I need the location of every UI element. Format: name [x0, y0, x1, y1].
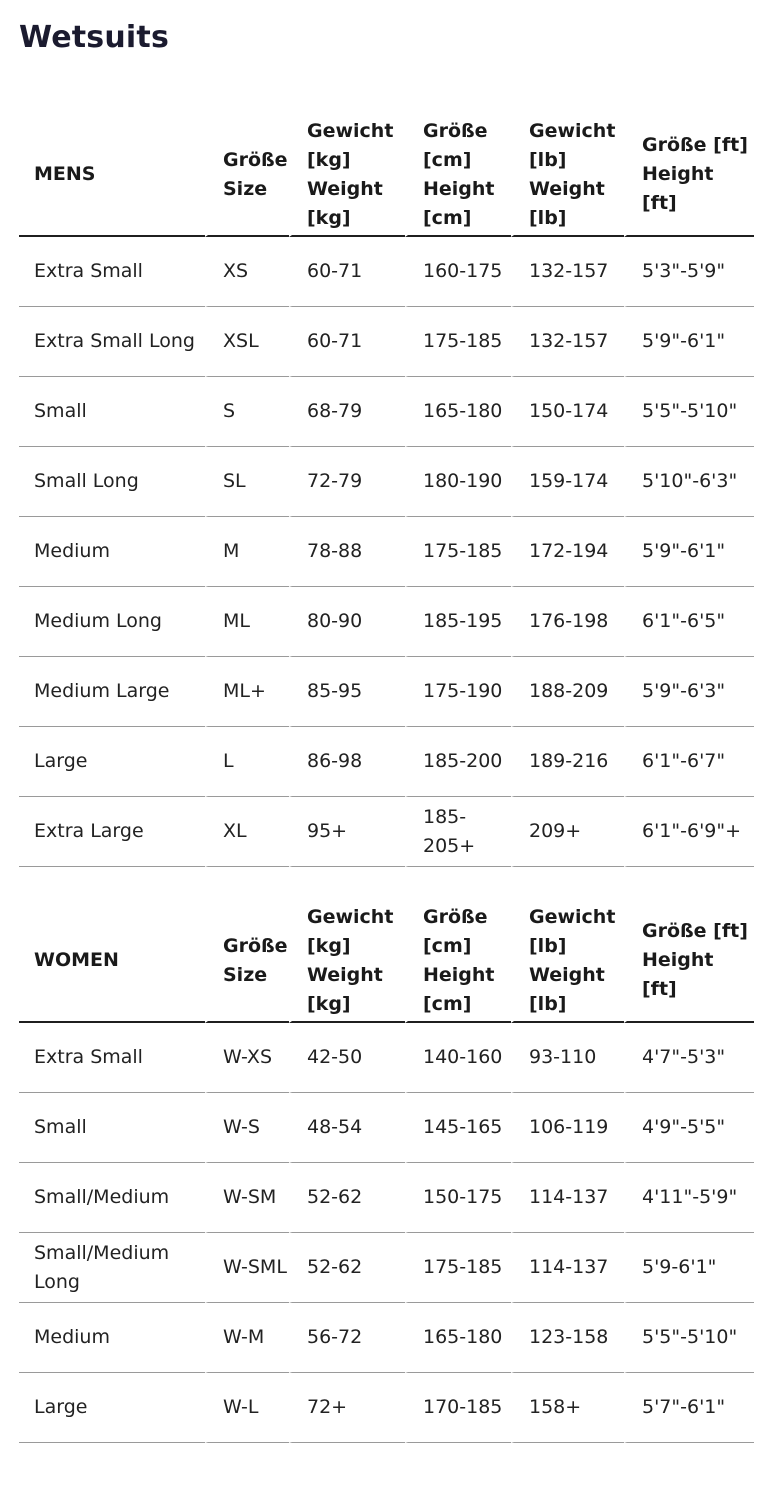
size-code-cell: W-SM [205, 1163, 289, 1233]
table-row [19, 797, 754, 867]
height-ft-cell: 5'9"-6'3" [624, 657, 754, 727]
size-code-cell: XL [205, 797, 289, 867]
size-code-header: Größe Size [205, 900, 289, 1023]
height-ft-cell: 4'9"-5'5" [624, 1093, 754, 1163]
table-row [19, 1233, 754, 1303]
height-cm-cell: 185-200 [405, 727, 511, 797]
height-cm-cell: 165-180 [405, 1303, 511, 1373]
height-cm-cell: 140-160 [405, 1023, 511, 1093]
weight-lb-header: Gewicht [lb] Weight [lb] [511, 114, 624, 237]
height-ft-cell: 5'10"-6'3" [624, 447, 754, 517]
weight-kg-cell: 48-54 [289, 1093, 405, 1163]
table-row [19, 727, 754, 797]
height-ft-cell: 6'1"-6'9"+ [624, 797, 754, 867]
weight-lb-cell: 176-198 [511, 587, 624, 657]
size-name-cell: Medium [19, 1303, 205, 1373]
table-row [19, 1303, 754, 1373]
weight-kg-header: Gewicht [kg] Weight [kg] [289, 900, 405, 1023]
height-ft-cell: 6'1"-6'7" [624, 727, 754, 797]
weight-kg-cell: 85-95 [289, 657, 405, 727]
size-code-cell: L [205, 727, 289, 797]
size-name-cell: Extra Small [19, 1023, 205, 1093]
table-row [19, 1023, 754, 1093]
weight-lb-cell: 93-110 [511, 1023, 624, 1093]
height-ft-header: Größe [ft] Height [ft] [624, 900, 754, 1023]
weight-kg-cell: 78-88 [289, 517, 405, 587]
height-cm-cell: 175-185 [405, 517, 511, 587]
weight-kg-cell: 60-71 [289, 307, 405, 377]
size-name-cell: Small Long [19, 447, 205, 517]
table-row [19, 657, 754, 727]
weight-lb-cell: 209+ [511, 797, 624, 867]
table-row [19, 1373, 754, 1443]
size-name-cell: Medium Large [19, 657, 205, 727]
size-name-cell: Small [19, 1093, 205, 1163]
size-name-cell: Small/Medium Long [19, 1233, 205, 1303]
height-cm-cell: 160-175 [405, 237, 511, 307]
height-cm-cell: 175-185 [405, 1233, 511, 1303]
weight-lb-cell: 123-158 [511, 1303, 624, 1373]
size-name-cell: Medium [19, 517, 205, 587]
weight-kg-header: Gewicht [kg] Weight [kg] [289, 114, 405, 237]
weight-lb-header: Gewicht [lb] Weight [lb] [511, 900, 624, 1023]
table-header-row [19, 900, 754, 1023]
weight-lb-cell: 114-137 [511, 1163, 624, 1233]
weight-kg-cell: 68-79 [289, 377, 405, 447]
size-name-cell: Extra Large [19, 797, 205, 867]
weight-kg-cell: 60-71 [289, 237, 405, 307]
height-ft-cell: 5'3"-5'9" [624, 237, 754, 307]
weight-lb-cell: 114-137 [511, 1233, 624, 1303]
size-code-cell: W-L [205, 1373, 289, 1443]
weight-lb-cell: 159-174 [511, 447, 624, 517]
weight-lb-cell: 158+ [511, 1373, 624, 1443]
weight-kg-cell: 56-72 [289, 1303, 405, 1373]
size-code-cell: W-S [205, 1093, 289, 1163]
weight-lb-cell: 172-194 [511, 517, 624, 587]
size-code-cell: ML+ [205, 657, 289, 727]
weight-lb-cell: 132-157 [511, 307, 624, 377]
height-ft-cell: 5'5"-5'10" [624, 1303, 754, 1373]
height-ft-cell: 5'9-6'1" [624, 1233, 754, 1303]
weight-kg-cell: 72+ [289, 1373, 405, 1443]
size-name-cell: Extra Small [19, 237, 205, 307]
page-title: Wetsuits [19, 20, 170, 55]
mens-size-table [19, 114, 754, 867]
size-name-cell: Extra Small Long [19, 307, 205, 377]
height-ft-cell: 5'9"-6'1" [624, 517, 754, 587]
height-cm-cell: 145-165 [405, 1093, 511, 1163]
height-ft-cell: 4'11"-5'9" [624, 1163, 754, 1233]
size-code-cell: XSL [205, 307, 289, 377]
height-cm-cell: 170-185 [405, 1373, 511, 1443]
weight-kg-cell: 86-98 [289, 727, 405, 797]
size-code-cell: XS [205, 237, 289, 307]
size-code-cell: W-M [205, 1303, 289, 1373]
weight-lb-cell: 189-216 [511, 727, 624, 797]
size-name-cell: Large [19, 727, 205, 797]
height-cm-header: Größe [cm] Height [cm] [405, 114, 511, 237]
height-cm-cell: 180-190 [405, 447, 511, 517]
size-name-cell: Medium Long [19, 587, 205, 657]
section-label: WOMEN [19, 900, 205, 1023]
women-size-table [19, 900, 754, 1443]
height-cm-cell: 185-195 [405, 587, 511, 657]
height-cm-cell: 150-175 [405, 1163, 511, 1233]
table-row [19, 1093, 754, 1163]
size-code-cell: SL [205, 447, 289, 517]
weight-kg-cell: 52-62 [289, 1233, 405, 1303]
weight-lb-cell: 150-174 [511, 377, 624, 447]
table-row [19, 517, 754, 587]
size-name-cell: Small/Medium [19, 1163, 205, 1233]
size-name-cell: Large [19, 1373, 205, 1443]
size-code-cell: M [205, 517, 289, 587]
size-code-cell: S [205, 377, 289, 447]
height-ft-cell: 4'7"-5'3" [624, 1023, 754, 1093]
weight-lb-cell: 106-119 [511, 1093, 624, 1163]
weight-lb-cell: 188-209 [511, 657, 624, 727]
height-ft-cell: 5'5"-5'10" [624, 377, 754, 447]
table-row [19, 237, 754, 307]
table-row [19, 307, 754, 377]
height-ft-cell: 6'1"-6'5" [624, 587, 754, 657]
weight-kg-cell: 42-50 [289, 1023, 405, 1093]
weight-kg-cell: 52-62 [289, 1163, 405, 1233]
height-cm-cell: 165-180 [405, 377, 511, 447]
height-ft-header: Größe [ft] Height [ft] [624, 114, 754, 237]
weight-lb-cell: 132-157 [511, 237, 624, 307]
table-row [19, 587, 754, 657]
weight-kg-cell: 72-79 [289, 447, 405, 517]
size-code-cell: ML [205, 587, 289, 657]
height-ft-cell: 5'9"-6'1" [624, 307, 754, 377]
height-ft-cell: 5'7"-6'1" [624, 1373, 754, 1443]
size-name-cell: Small [19, 377, 205, 447]
height-cm-header: Größe [cm] Height [cm] [405, 900, 511, 1023]
size-code-header: Größe Size [205, 114, 289, 237]
height-cm-cell: 175-185 [405, 307, 511, 377]
size-code-cell: W-SML [205, 1233, 289, 1303]
table-row [19, 447, 754, 517]
size-code-cell: W-XS [205, 1023, 289, 1093]
section-label: MENS [19, 114, 205, 237]
weight-kg-cell: 80-90 [289, 587, 405, 657]
table-row [19, 1163, 754, 1233]
table-row [19, 377, 754, 447]
table-header-row [19, 114, 754, 237]
weight-kg-cell: 95+ [289, 797, 405, 867]
height-cm-cell: 185-205+ [405, 797, 511, 867]
height-cm-cell: 175-190 [405, 657, 511, 727]
